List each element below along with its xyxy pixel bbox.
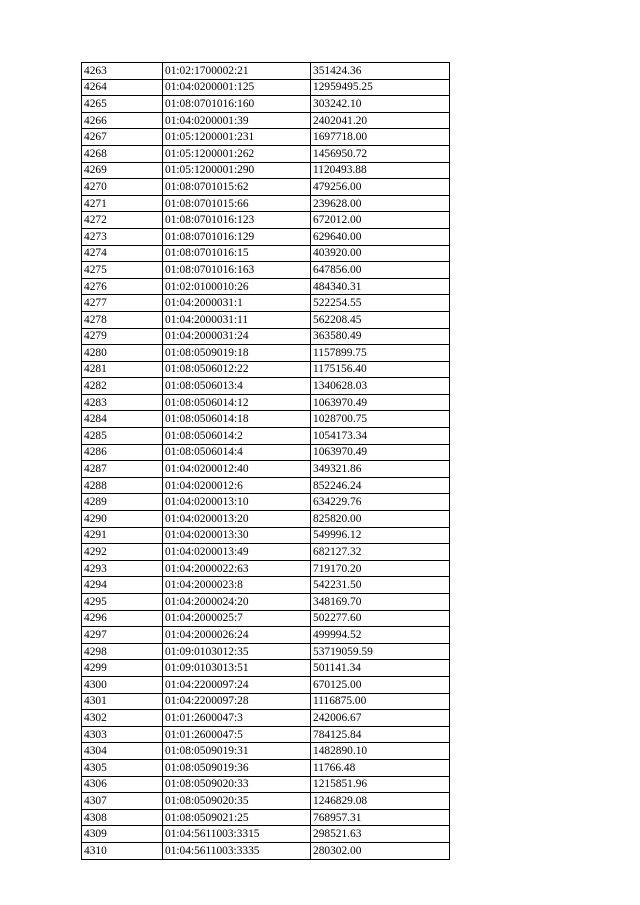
cadastral-number-cell: 01:08:0701016:123 (163, 212, 311, 229)
cadastral-number-cell: 01:08:0509019:31 (163, 743, 311, 760)
cadastral-number-cell: 01:08:0506014:12 (163, 394, 311, 411)
cadastral-number-cell: 01:04:2200097:24 (163, 676, 311, 693)
row-number-cell: 4282 (82, 378, 163, 395)
value-cell: 719170.20 (311, 560, 450, 577)
row-number-cell: 4269 (82, 162, 163, 179)
value-cell: 349321.86 (311, 461, 450, 478)
row-number-cell: 4265 (82, 96, 163, 113)
value-cell: 479256.00 (311, 179, 450, 196)
table-row (82, 195, 450, 212)
table-row (82, 560, 450, 577)
cadastral-number-cell: 01:04:5611003:3315 (163, 826, 311, 843)
value-cell: 502277.60 (311, 610, 450, 627)
cadastral-number-cell: 01:04:0200001:125 (163, 79, 311, 96)
table-row (82, 394, 450, 411)
table-row (82, 826, 450, 843)
table-row (82, 643, 450, 660)
table-row (82, 378, 450, 395)
value-cell: 1215851.96 (311, 776, 450, 793)
table-row (82, 311, 450, 328)
cadastral-number-cell: 01:08:0506012:22 (163, 361, 311, 378)
row-number-cell: 4270 (82, 179, 163, 196)
value-cell: 2402041.20 (311, 112, 450, 129)
row-number-cell: 4268 (82, 145, 163, 162)
row-number-cell: 4294 (82, 577, 163, 594)
value-cell: 1697718.00 (311, 129, 450, 146)
cadastral-number-cell: 01:04:2000022:63 (163, 560, 311, 577)
row-number-cell: 4288 (82, 477, 163, 494)
row-number-cell: 4281 (82, 361, 163, 378)
table-row (82, 212, 450, 229)
cadastral-number-cell: 01:08:0701015:66 (163, 195, 311, 212)
table-row (82, 842, 450, 859)
cadastral-number-cell: 01:04:0200013:30 (163, 527, 311, 544)
row-number-cell: 4298 (82, 643, 163, 660)
row-number-cell: 4277 (82, 295, 163, 312)
cadastral-number-cell: 01:08:0506014:2 (163, 428, 311, 445)
table-row (82, 544, 450, 561)
value-cell: 670125.00 (311, 676, 450, 693)
value-cell: 239628.00 (311, 195, 450, 212)
cadastral-number-cell: 01:01:2600047:5 (163, 726, 311, 743)
cadastral-number-cell: 01:08:0506014:18 (163, 411, 311, 428)
row-number-cell: 4305 (82, 759, 163, 776)
cadastral-number-cell: 01:04:2000026:24 (163, 627, 311, 644)
row-number-cell: 4296 (82, 610, 163, 627)
cadastral-number-cell: 01:09:0103013:51 (163, 660, 311, 677)
cadastral-number-cell: 01:05:1200001:290 (163, 162, 311, 179)
table-row (82, 743, 450, 760)
cadastral-number-cell: 01:02:0100010:26 (163, 278, 311, 295)
table-row (82, 693, 450, 710)
value-cell: 672012.00 (311, 212, 450, 229)
value-cell: 348169.70 (311, 594, 450, 611)
cadastral-number-cell: 01:08:0701016:129 (163, 228, 311, 245)
row-number-cell: 4300 (82, 676, 163, 693)
table-row (82, 245, 450, 262)
row-number-cell: 4291 (82, 527, 163, 544)
row-number-cell: 4307 (82, 793, 163, 810)
value-cell: 549996.12 (311, 527, 450, 544)
value-cell: 784125.84 (311, 726, 450, 743)
cadastral-number-cell: 01:04:2000023:8 (163, 577, 311, 594)
table-row (82, 361, 450, 378)
row-number-cell: 4306 (82, 776, 163, 793)
table-row (82, 63, 450, 80)
value-cell: 298521.63 (311, 826, 450, 843)
row-number-cell: 4278 (82, 311, 163, 328)
value-cell: 1175156.40 (311, 361, 450, 378)
value-cell: 351424.36 (311, 63, 450, 80)
row-number-cell: 4263 (82, 63, 163, 80)
cadastral-number-cell: 01:08:0509019:18 (163, 345, 311, 362)
row-number-cell: 4310 (82, 842, 163, 859)
cadastral-number-cell: 01:04:2000031:24 (163, 328, 311, 345)
table-row (82, 726, 450, 743)
row-number-cell: 4273 (82, 228, 163, 245)
value-cell: 1340628.03 (311, 378, 450, 395)
value-cell: 280302.00 (311, 842, 450, 859)
value-cell: 242006.67 (311, 710, 450, 727)
value-cell: 11766.48 (311, 759, 450, 776)
cadastral-number-cell: 01:04:0200012:6 (163, 477, 311, 494)
value-cell: 1116875.00 (311, 693, 450, 710)
table-row (82, 494, 450, 511)
value-cell: 1157899.75 (311, 345, 450, 362)
table-row (82, 295, 450, 312)
cadastral-number-cell: 01:04:2000031:1 (163, 295, 311, 312)
cadastral-number-cell: 01:05:1200001:262 (163, 145, 311, 162)
table-row (82, 776, 450, 793)
value-cell: 53719059.59 (311, 643, 450, 660)
cadastral-number-cell: 01:04:0200013:20 (163, 511, 311, 528)
row-number-cell: 4271 (82, 195, 163, 212)
table-row (82, 627, 450, 644)
table-row (82, 444, 450, 461)
table-row (82, 710, 450, 727)
table-row (82, 461, 450, 478)
row-number-cell: 4276 (82, 278, 163, 295)
row-number-cell: 4308 (82, 809, 163, 826)
cadastral-number-cell: 01:04:2000031:11 (163, 311, 311, 328)
table-row (82, 594, 450, 611)
table-row (82, 676, 450, 693)
value-cell: 1063970.49 (311, 394, 450, 411)
row-number-cell: 4299 (82, 660, 163, 677)
row-number-cell: 4286 (82, 444, 163, 461)
cadastral-number-cell: 01:04:2000025:7 (163, 610, 311, 627)
value-cell: 1028700.75 (311, 411, 450, 428)
value-cell: 542231.50 (311, 577, 450, 594)
value-cell: 484340.31 (311, 278, 450, 295)
cadastral-number-cell: 01:04:5611003:3335 (163, 842, 311, 859)
table-row (82, 96, 450, 113)
table-row (82, 328, 450, 345)
row-number-cell: 4264 (82, 79, 163, 96)
value-cell: 522254.55 (311, 295, 450, 312)
cadastral-number-cell: 01:08:0509019:36 (163, 759, 311, 776)
cadastral-number-cell: 01:08:0701016:15 (163, 245, 311, 262)
cadastral-number-cell: 01:04:0200001:39 (163, 112, 311, 129)
cadastral-number-cell: 01:08:0506014:4 (163, 444, 311, 461)
cadastral-number-cell: 01:04:0200013:10 (163, 494, 311, 511)
value-cell: 501141.34 (311, 660, 450, 677)
value-cell: 682127.32 (311, 544, 450, 561)
cadastral-number-cell: 01:08:0701015:62 (163, 179, 311, 196)
row-number-cell: 4293 (82, 560, 163, 577)
table-row (82, 112, 450, 129)
value-cell: 852246.24 (311, 477, 450, 494)
cadastral-number-cell: 01:08:0701016:163 (163, 262, 311, 279)
value-cell: 1482890.10 (311, 743, 450, 760)
table-row (82, 411, 450, 428)
row-number-cell: 4274 (82, 245, 163, 262)
row-number-cell: 4283 (82, 394, 163, 411)
table-row (82, 428, 450, 445)
table-row (82, 610, 450, 627)
table-row (82, 129, 450, 146)
row-number-cell: 4267 (82, 129, 163, 146)
cadastral-number-cell: 01:04:0200013:49 (163, 544, 311, 561)
value-cell: 1063970.49 (311, 444, 450, 461)
row-number-cell: 4304 (82, 743, 163, 760)
cadastral-number-cell: 01:04:2200097:28 (163, 693, 311, 710)
value-cell: 499994.52 (311, 627, 450, 644)
table-row (82, 278, 450, 295)
cadastral-number-cell: 01:04:0200012:40 (163, 461, 311, 478)
value-cell: 562208.45 (311, 311, 450, 328)
value-cell: 825820.00 (311, 511, 450, 528)
cadastral-number-cell: 01:08:0509021:25 (163, 809, 311, 826)
table-row (82, 527, 450, 544)
value-cell: 12959495.25 (311, 79, 450, 96)
cadastral-number-cell: 01:01:2600047:3 (163, 710, 311, 727)
value-cell: 1246829.08 (311, 793, 450, 810)
row-number-cell: 4266 (82, 112, 163, 129)
table-row (82, 345, 450, 362)
table-row (82, 145, 450, 162)
row-number-cell: 4287 (82, 461, 163, 478)
row-number-cell: 4302 (82, 710, 163, 727)
table-row (82, 759, 450, 776)
row-number-cell: 4292 (82, 544, 163, 561)
table-row (82, 660, 450, 677)
value-cell: 634229.76 (311, 494, 450, 511)
row-number-cell: 4289 (82, 494, 163, 511)
row-number-cell: 4280 (82, 345, 163, 362)
table-row (82, 228, 450, 245)
cadastral-number-cell: 01:08:0509020:33 (163, 776, 311, 793)
value-cell: 647856.00 (311, 262, 450, 279)
table-row (82, 809, 450, 826)
table-row (82, 511, 450, 528)
value-cell: 363580.49 (311, 328, 450, 345)
value-cell: 303242.10 (311, 96, 450, 113)
table-row (82, 577, 450, 594)
value-cell: 1054173.34 (311, 428, 450, 445)
value-cell: 403920.00 (311, 245, 450, 262)
cadastral-number-cell: 01:04:2000024:20 (163, 594, 311, 611)
table-row (82, 262, 450, 279)
table-row (82, 79, 450, 96)
row-number-cell: 4290 (82, 511, 163, 528)
value-cell: 629640.00 (311, 228, 450, 245)
table-row (82, 162, 450, 179)
row-number-cell: 4275 (82, 262, 163, 279)
row-number-cell: 4301 (82, 693, 163, 710)
value-cell: 1120493.88 (311, 162, 450, 179)
table-row (82, 179, 450, 196)
row-number-cell: 4272 (82, 212, 163, 229)
cadastral-number-cell: 01:08:0509020:35 (163, 793, 311, 810)
table-row (82, 793, 450, 810)
row-number-cell: 4303 (82, 726, 163, 743)
table-body (82, 63, 450, 860)
row-number-cell: 4309 (82, 826, 163, 843)
cadastral-number-cell: 01:08:0506013:4 (163, 378, 311, 395)
table-row (82, 477, 450, 494)
value-cell: 1456950.72 (311, 145, 450, 162)
value-cell: 768957.31 (311, 809, 450, 826)
cadastral-number-cell: 01:02:1700002:21 (163, 63, 311, 80)
row-number-cell: 4284 (82, 411, 163, 428)
data-table (81, 62, 450, 860)
row-number-cell: 4285 (82, 428, 163, 445)
row-number-cell: 4297 (82, 627, 163, 644)
row-number-cell: 4295 (82, 594, 163, 611)
cadastral-number-cell: 01:05:1200001:231 (163, 129, 311, 146)
row-number-cell: 4279 (82, 328, 163, 345)
cadastral-number-cell: 01:08:0701016:160 (163, 96, 311, 113)
cadastral-number-cell: 01:09:0103012:35 (163, 643, 311, 660)
